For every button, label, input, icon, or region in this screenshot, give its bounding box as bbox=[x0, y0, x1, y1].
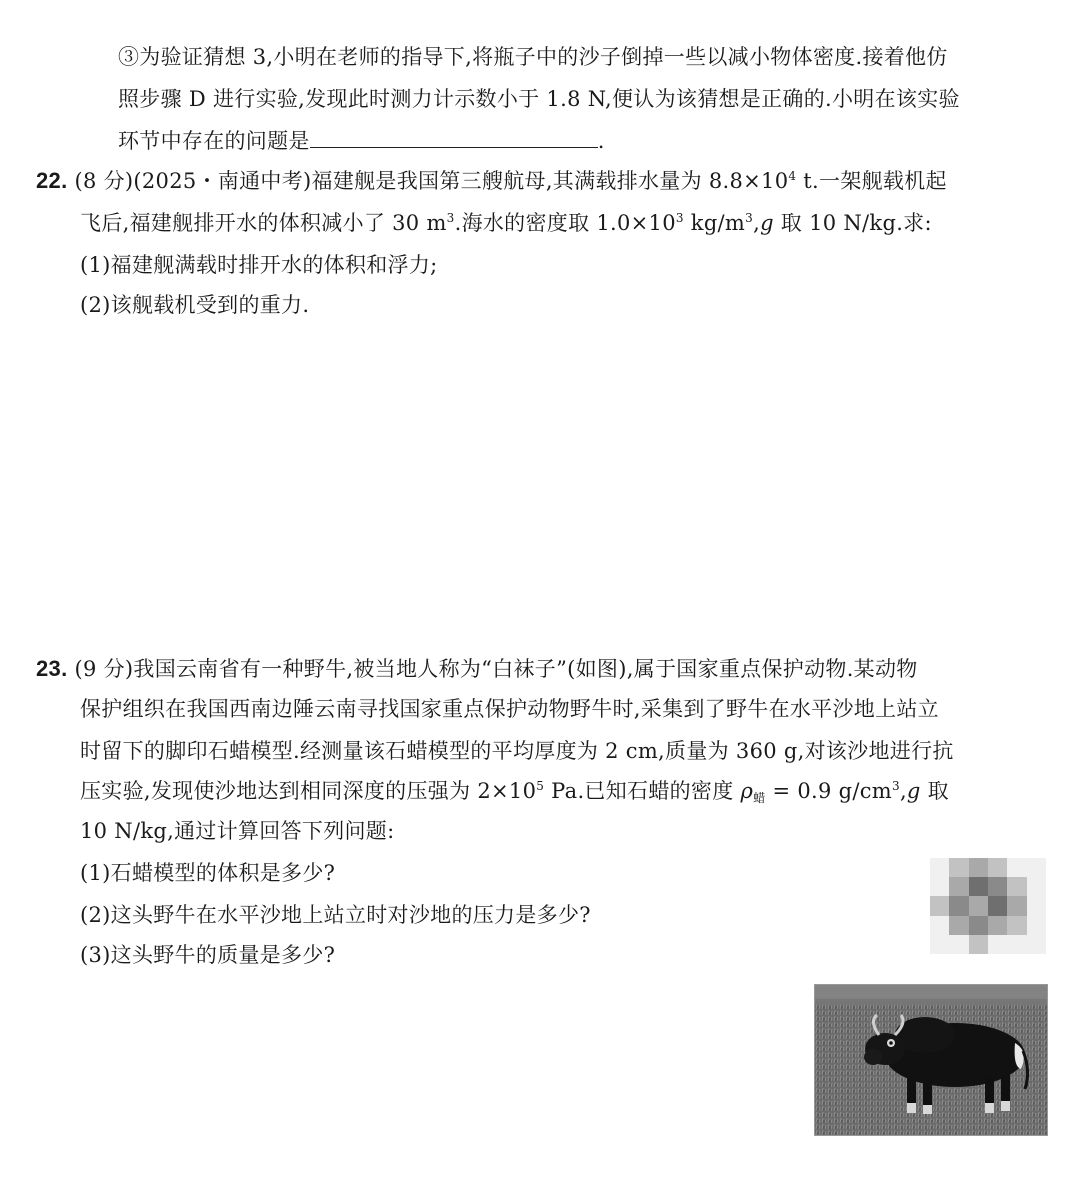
q23-line-4-c: = 0.9 g/cm bbox=[765, 779, 892, 803]
q22-number: 22. bbox=[36, 168, 68, 193]
q23-line-4-a: 压实验,发现使沙地达到相同深度的压强为 2×10 bbox=[80, 779, 537, 803]
q22-g-symbol: g bbox=[760, 211, 774, 235]
q23-sub-3: (3)这头野牛的质量是多少? bbox=[80, 943, 336, 967]
answer-blank[interactable] bbox=[310, 125, 598, 148]
q22-line-1-a: (8 分)(2025・南通中考)福建舰是我国第三艘航母,其满载排水量为 8.8×10 bbox=[74, 169, 789, 193]
q23-line-5: 10 N/kg,通过计算回答下列问题: bbox=[80, 819, 395, 843]
rho-symbol: ρ bbox=[740, 779, 754, 803]
q23-exp-1: 5 bbox=[536, 779, 545, 793]
q22-exp-2: 3 bbox=[446, 211, 455, 225]
wild-ox-photo-icon bbox=[814, 984, 1048, 1136]
q22-exp-3: 3 bbox=[675, 211, 684, 225]
q21-line-1: ③为验证猜想 3,小明在老师的指导下,将瓶子中的沙子倒掉一些以减小物体密度.接着他仿 bbox=[118, 45, 948, 69]
q22-line-1 bbox=[36, 164, 947, 198]
q21-line-3-end: . bbox=[597, 129, 605, 153]
q23-line-1-text: (9 分)我国云南省有一种野牛,被当地人称为“白袜子”(如图),属于国家重点保护动物.某动物 bbox=[74, 657, 918, 681]
q23-sub-2: (2)这头野牛在水平沙地上站立时对沙地的压力是多少? bbox=[80, 903, 591, 927]
q22-line-2-a: 飞后,福建舰排开水的体积减小了 30 m bbox=[80, 211, 447, 235]
q22-line-2-c: kg/m bbox=[683, 211, 746, 235]
rho-subscript: 蜡 bbox=[753, 791, 766, 805]
q22-line-1-b: t.一架舰载机起 bbox=[796, 169, 947, 193]
q23-g-symbol: g bbox=[906, 779, 921, 803]
q23-line-2: 保护组织在我国西南边陲云南寻找国家重点保护动物野牛时,采集到了野牛在水平沙地上站立 bbox=[80, 697, 939, 721]
q22-exp-1: 4 bbox=[788, 169, 797, 183]
q23-number: 23. bbox=[36, 656, 68, 681]
q22-sub-1: (1)福建舰满载时排开水的体积和浮力; bbox=[80, 253, 438, 277]
q22-line-2-d: , bbox=[753, 211, 761, 235]
q23-exp-2: 3 bbox=[892, 779, 900, 793]
q23-line-4-b: Pa.已知石蜡的密度 bbox=[544, 779, 741, 803]
q22-exp-4: 3 bbox=[745, 211, 754, 225]
q22-line-2 bbox=[80, 206, 932, 240]
q21-line-2: 照步骤 D 进行实验,发现此时测力计示数小于 1.8 N,便认为该猜想是正确的.小明在该实验 bbox=[118, 87, 960, 111]
q22-line-2-b: .海水的密度取 1.0×10 bbox=[454, 211, 676, 235]
q23-line-1 bbox=[36, 652, 918, 686]
q23-line-4 bbox=[80, 774, 949, 808]
q21-line-3 bbox=[118, 124, 605, 158]
q23-line-3: 时留下的脚印石蜡模型.经测量该石蜡模型的平均厚度为 2 cm,质量为 360 g,对该沙地进行抗 bbox=[80, 739, 954, 763]
q22-line-2-e: 取 10 N/kg.求: bbox=[773, 211, 932, 235]
blurred-qr-code-icon[interactable] bbox=[930, 858, 1046, 954]
q23-sub-1: (1)石蜡模型的体积是多少? bbox=[80, 861, 336, 885]
q21-line-3-text: 环节中存在的问题是 bbox=[118, 129, 310, 153]
q22-sub-2: (2)该舰载机受到的重力. bbox=[80, 293, 310, 317]
q23-line-4-e: 取 bbox=[920, 779, 949, 803]
q23-line-4-d: , bbox=[899, 779, 907, 803]
